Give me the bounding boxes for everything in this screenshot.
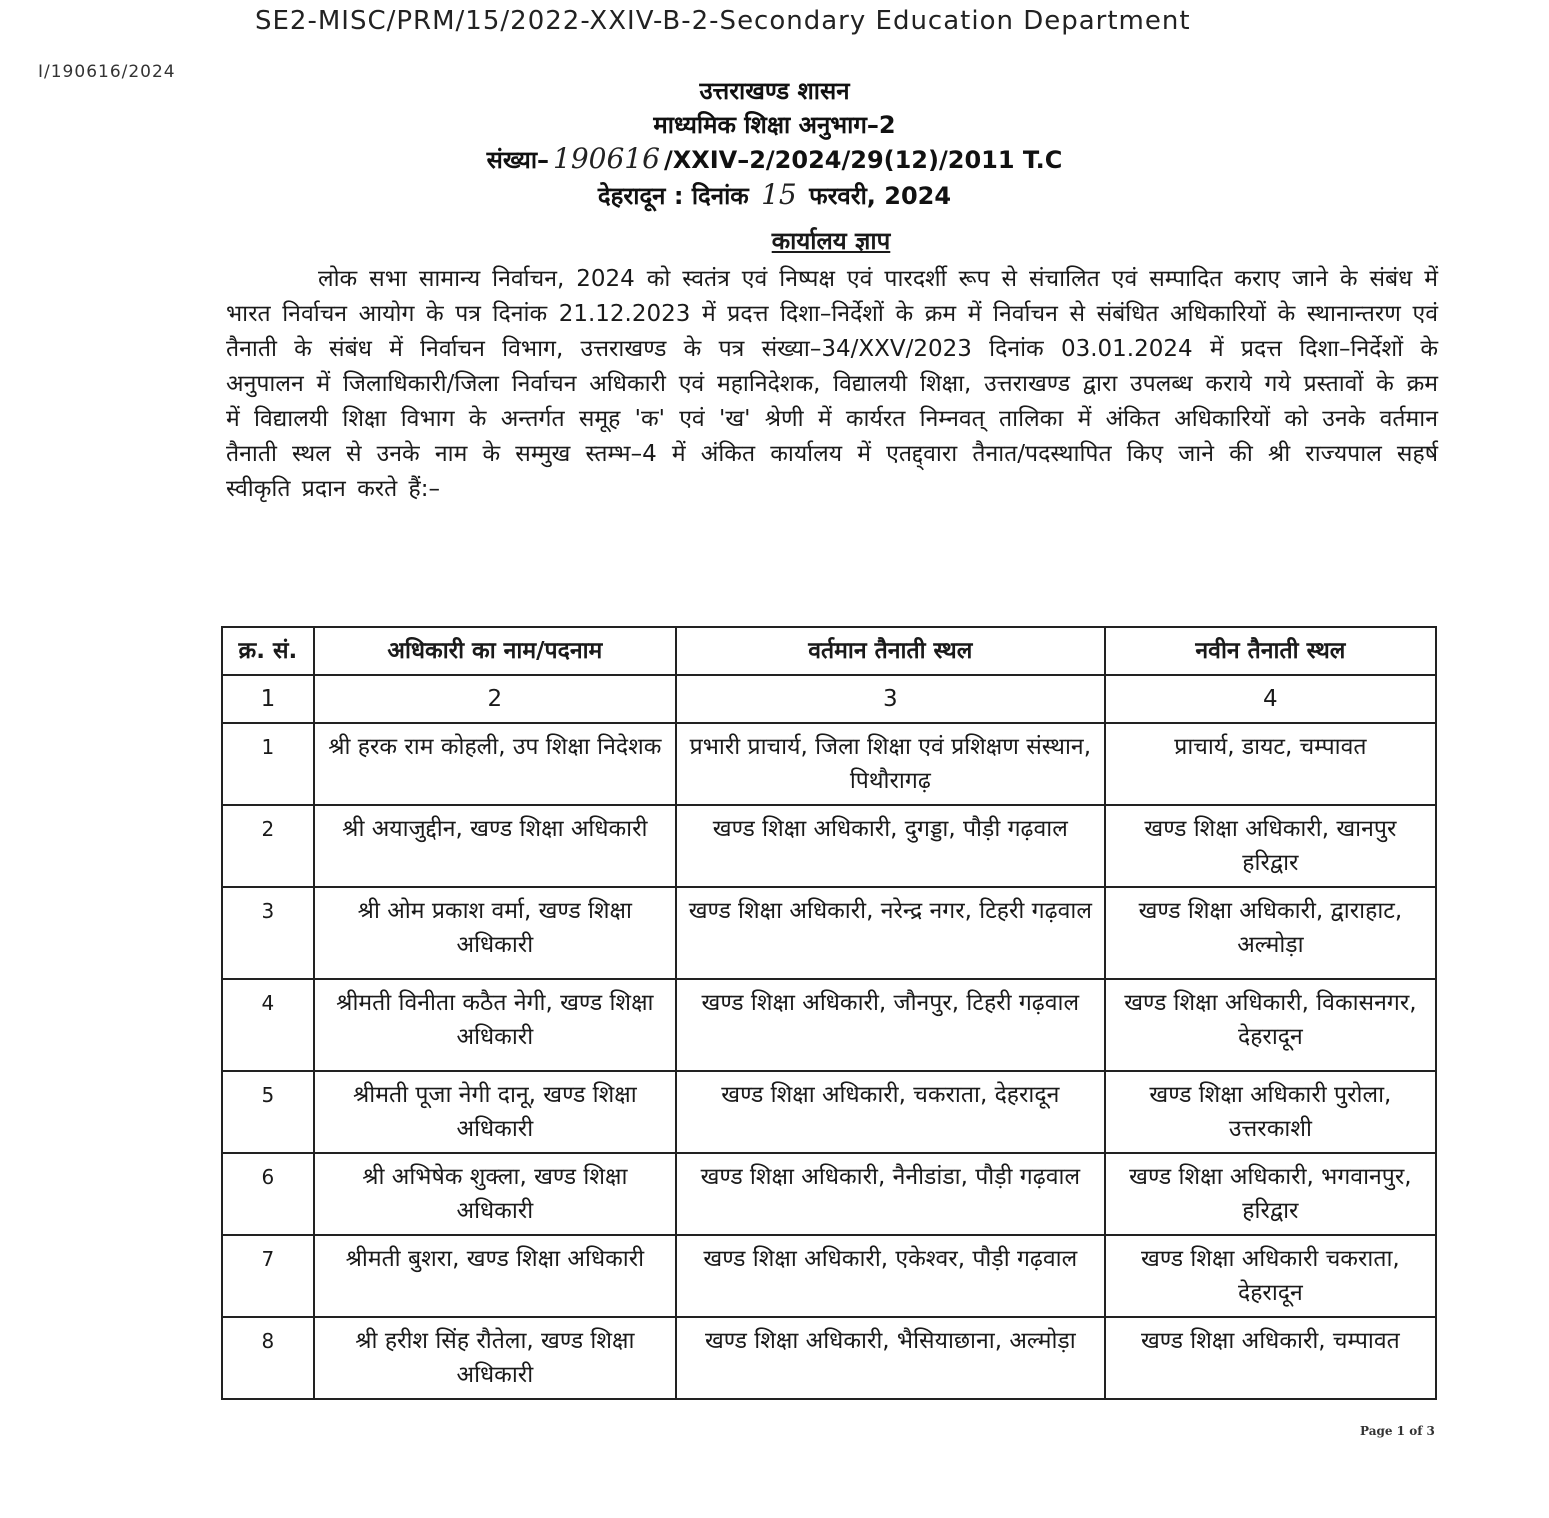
- row-serial: 1: [222, 723, 314, 805]
- row-new: खण्ड शिक्षा अधिकारी चकराता, देहरादून: [1105, 1235, 1436, 1317]
- table-row: [222, 723, 1436, 805]
- letter-number: [0, 142, 1549, 176]
- table-header-row: [222, 627, 1436, 675]
- table-row: [222, 979, 1436, 1071]
- table-row: [222, 1235, 1436, 1317]
- col-number: 4: [1105, 675, 1436, 723]
- header-name: अधिकारी का नाम/पदनाम: [314, 627, 676, 675]
- reference-number: I/190616/2024: [38, 62, 176, 82]
- row-serial: 5: [222, 1071, 314, 1153]
- row-name: श्रीमती विनीता कठैत नेगी, खण्ड शिक्षा अधिकारी: [314, 979, 676, 1071]
- row-name: श्री अयाजुद्दीन, खण्ड शिक्षा अधिकारी: [314, 805, 676, 887]
- row-new: खण्ड शिक्षा अधिकारी, भगवानपुर, हरिद्वार: [1105, 1153, 1436, 1235]
- header-new: नवीन तैनाती स्थल: [1105, 627, 1436, 675]
- row-current: खण्ड शिक्षा अधिकारी, एकेश्वर, पौड़ी गढ़वाल: [676, 1235, 1105, 1317]
- table-row: [222, 1317, 1436, 1399]
- date-suffix: फरवरी, 2024: [809, 182, 952, 210]
- section-name: माध्यमिक शिक्षा अनुभाग–2: [653, 111, 896, 139]
- col-number: 2: [314, 675, 676, 723]
- column-number-row: [222, 675, 1436, 723]
- col-number: 3: [676, 675, 1105, 723]
- header-serial: क्र. सं.: [222, 627, 314, 675]
- row-current: खण्ड शिक्षा अधिकारी, चकराता, देहरादून: [676, 1071, 1105, 1153]
- row-serial: 6: [222, 1153, 314, 1235]
- row-name: श्री ओम प्रकाश वर्मा, खण्ड शिक्षा अधिकारी: [314, 887, 676, 979]
- row-name: श्री हरक राम कोहली, उप शिक्षा निदेशक: [314, 723, 676, 805]
- table-row: [222, 1153, 1436, 1235]
- memo-paragraph: लोक सभा सामान्य निर्वाचन, 2024 को स्वतंत्र एवं निष्पक्ष एवं पारदर्शी रूप से संचालित एवं सम्पादित कराए जाने के संबंध में भारत निर्वाचन आयोग के पत्र दिनांक 21.12.2023 में प्रदत्त दिशा–निर्देशों के क्रम में निर्वाचन से संबंधित अधिकारियों के स्थानान्तरण एवं तैनाती के संबंध में निर्वाचन विभाग, उत्तराखण्ड के पत्र संख्या–34/XXV/2023 दिनांक 03.01.2024 में प्रदत्त दिशा–निर्देशों के अनुपालन में जिलाधिकारी/जिला निर्वाचन अधिकारी एवं महानिदेशक, विद्यालयी शिक्षा, उत्तराखण्ड द्वारा उपलब्ध कराये गये प्रस्तावों के क्रम में विद्यालयी शिक्षा विभाग के अन्तर्गत समूह 'क' एवं 'ख' श्रेणी में कार्यरत निम्नवत् तालिका में अंकित अधिकारियों को उनके वर्तमान तैनाती स्थल से उनके नाम के सम्मुख स्तम्भ–4 में अंकित कार्यालय में एतद्द्वारा तैनात/पदस्थापित किए जाने की श्री राज्यपाल सहर्ष स्वीकृति प्रदान करते हैं:–: [226, 266, 1438, 502]
- row-new: खण्ड शिक्षा अधिकारी पुरोला, उत्तरकाशी: [1105, 1071, 1436, 1153]
- row-new: खण्ड शिक्षा अधिकारी, विकासनगर, देहरादून: [1105, 979, 1436, 1071]
- row-current: प्रभारी प्राचार्य, जिला शिक्षा एवं प्रशिक्षण संस्थान, पिथौरागढ़: [676, 723, 1105, 805]
- row-serial: 8: [222, 1317, 314, 1399]
- government-name: उत्तराखण्ड शासन: [699, 77, 850, 105]
- row-serial: 4: [222, 979, 314, 1071]
- row-new: खण्ड शिक्षा अधिकारी, चम्पावत: [1105, 1317, 1436, 1399]
- memo-title: कार्यालय ज्ञाप: [771, 227, 891, 255]
- row-name: श्री अभिषेक शुक्ला, खण्ड शिक्षा अधिकारी: [314, 1153, 676, 1235]
- date-prefix: देहरादून : दिनांक: [597, 182, 749, 210]
- handwritten-date: 15: [761, 178, 797, 211]
- file-header: SE2-MISC/PRM/15/2022-XXIV-B-2-Secondary Education Department: [255, 6, 1191, 36]
- row-current: खण्ड शिक्षा अधिकारी, नरेन्द्र नगर, टिहरी गढ़वाल: [676, 887, 1105, 979]
- row-current: खण्ड शिक्षा अधिकारी, दुगड्डा, पौड़ी गढ़वाल: [676, 805, 1105, 887]
- row-new: प्राचार्य, डायट, चम्पावत: [1105, 723, 1436, 805]
- row-serial: 3: [222, 887, 314, 979]
- row-current: खण्ड शिक्षा अधिकारी, भैसियाछाना, अल्मोड़ा: [676, 1317, 1105, 1399]
- row-new: खण्ड शिक्षा अधिकारी, द्वाराहाट, अल्मोड़ा: [1105, 887, 1436, 979]
- row-name: श्रीमती पूजा नेगी दानू, खण्ड शिक्षा अधिकारी: [314, 1071, 676, 1153]
- table-row: [222, 805, 1436, 887]
- row-serial: 2: [222, 805, 314, 887]
- row-current: खण्ड शिक्षा अधिकारी, जौनपुर, टिहरी गढ़वाल: [676, 979, 1105, 1071]
- posting-table: [221, 626, 1437, 1400]
- handwritten-number: 190616: [553, 142, 660, 175]
- table-row: [222, 1071, 1436, 1153]
- page-footer: Page 1 of 3: [1360, 1424, 1435, 1438]
- letter-date: [0, 178, 1549, 212]
- row-name: श्री हरीश सिंह रौतेला, खण्ड शिक्षा अधिकारी: [314, 1317, 676, 1399]
- row-serial: 7: [222, 1235, 314, 1317]
- row-name: श्रीमती बुशरा, खण्ड शिक्षा अधिकारी: [314, 1235, 676, 1317]
- row-new: खण्ड शिक्षा अधिकारी, खानपुर हरिद्वार: [1105, 805, 1436, 887]
- number-prefix: संख्या–: [486, 146, 550, 174]
- row-current: खण्ड शिक्षा अधिकारी, नैनीडांडा, पौड़ी गढ़वाल: [676, 1153, 1105, 1235]
- header-current: वर्तमान तैनाती स्थल: [676, 627, 1105, 675]
- number-suffix: /XXIV–2/2024/29(12)/2011 T.C: [663, 146, 1063, 174]
- col-number: 1: [222, 675, 314, 723]
- table-row: [222, 887, 1436, 979]
